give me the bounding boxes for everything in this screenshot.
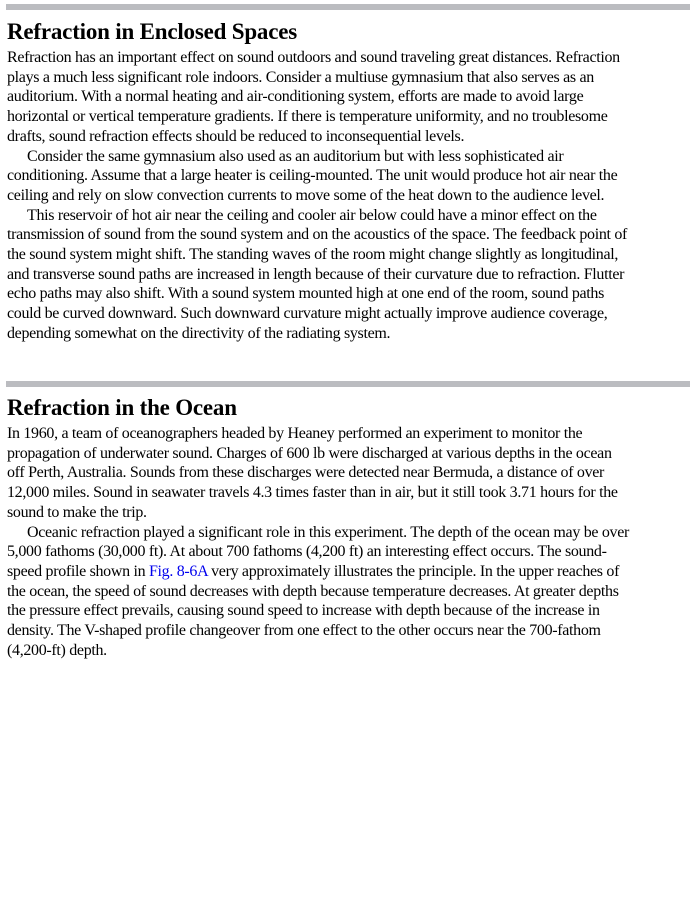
text-line xyxy=(7,562,691,582)
text-line: plays a much less significant role indoors. Consider a multiuse gymnasium that also serves as an xyxy=(7,68,594,86)
text-line: This reservoir of hot air near the ceiling and cooler air below could have a minor effect on the xyxy=(27,206,597,224)
text-segment: very approximately illustrates the principle. In the upper reaches of xyxy=(207,562,620,580)
text-line: Refraction has an important effect on sound outdoors and sound traveling great distances. Refraction xyxy=(7,49,620,66)
text-line: sound to make the trip. xyxy=(7,503,147,521)
text-line: 5,000 fathoms (30,000 ft). At about 700 fathoms (4,200 ft) an interesting effect occurs. The sound- xyxy=(7,543,607,561)
text-line: ceiling and rely on slow convection currents to move some of the heat down to the audience level. xyxy=(7,186,605,204)
text-line: horizontal or vertical temperature gradients. If there is temperature uniformity, and no troublesome xyxy=(7,108,608,126)
section-ocean xyxy=(7,394,691,660)
paragraph xyxy=(7,48,691,147)
text-line: Consider the same gymnasium also used as an auditorium but with less sophisticated air xyxy=(27,147,564,165)
text-line: could be curved downward. Such downward curvature might actually improve audience coverage, xyxy=(7,305,608,323)
section-heading: Refraction in Enclosed Spaces xyxy=(7,19,297,44)
paragraph xyxy=(7,206,691,344)
text-line: drafts, sound refraction effects should be reduced to inconsequential levels. xyxy=(7,127,465,145)
text-line: conditioning. Assume that a large heater is ceiling-mounted. The unit would produce hot air near the xyxy=(7,167,618,185)
figure-link[interactable]: Fig. 8-6A xyxy=(148,562,208,580)
text-line: 12,000 miles. Sound in seawater travels 4.3 times faster than in air, but it still took 3.71 hours for the xyxy=(7,484,618,502)
text-line: echo paths may also shift. With a sound system mounted high at one end of the room, sound paths xyxy=(7,285,605,303)
paragraph xyxy=(7,523,691,661)
text-line: Oceanic refraction played a significant role in this experiment. The depth of the ocean may be over xyxy=(27,523,629,541)
section-divider xyxy=(6,381,690,387)
text-line: the sound system might shift. The standing waves of the room might change slightly as longitudinal, xyxy=(7,246,619,264)
text-line: the pressure effect prevails, causing sound speed to increase with depth because of the increase in xyxy=(7,602,600,620)
text-line: depending somewhat on the directivity of the radiating system. xyxy=(7,324,391,342)
text-line: (4,200-ft) depth. xyxy=(7,641,107,659)
section-divider xyxy=(6,4,690,10)
text-line: density. The V-shaped profile changeover from one effect to the other occurs near the 700-fathom xyxy=(7,622,601,640)
text-line: auditorium. With a normal heating and air-conditioning system, efforts are made to avoid large xyxy=(7,88,584,106)
paragraph xyxy=(7,147,691,206)
text-line: In 1960, a team of oceanographers headed by Heaney performed an experiment to monitor the xyxy=(7,425,583,442)
section-body xyxy=(7,424,691,660)
paragraph xyxy=(7,424,691,523)
text-line: off Perth, Australia. Sounds from these discharges were detected near Bermuda, a distance of over xyxy=(7,464,605,482)
text-line: the ocean, the speed of sound decreases with depth because temperature decreases. At greater depths xyxy=(7,582,619,600)
section-enclosed-spaces xyxy=(7,18,691,344)
text-line: propagation of underwater sound. Charges of 600 lb were discharged at various depths in the ocean xyxy=(7,444,612,462)
text-line: and transverse sound paths are increased in length because of their curvature due to refraction. Flutter xyxy=(7,265,625,283)
text-segment: speed profile shown in xyxy=(7,562,149,580)
section-heading: Refraction in the Ocean xyxy=(7,395,237,420)
section-body xyxy=(7,48,691,344)
text-line: transmission of sound from the sound system and on the acoustics of the space. The feedback point of xyxy=(7,226,628,244)
